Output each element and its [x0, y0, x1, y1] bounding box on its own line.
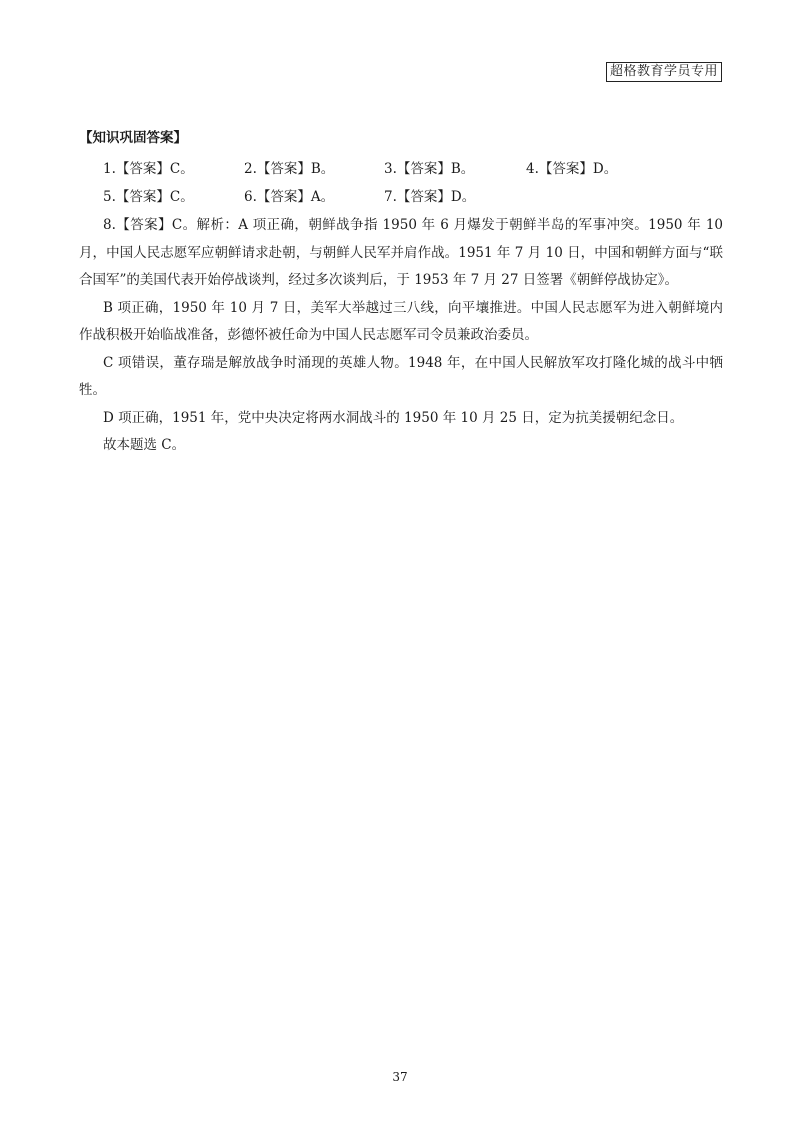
- conclusion-paragraph: 故本题选 C。: [103, 437, 186, 453]
- answer-section: [79, 126, 723, 460]
- answer-item: 1.【答案】C。: [103, 161, 194, 177]
- explanation-paragraph: B 项正确，1950 年 10 月 7 日，美军大举越过三八线，向平壤推进。中国人民志愿军为进入朝鲜境内作战积极开始临战准备，彭德怀被任命为中国人民志愿军司令员兼政治委员。: [79, 299, 723, 343]
- explanation-paragraph: C 项错误，董存瑞是解放战争时涌现的英雄人物。1948 年，在中国人民解放军攻打隆化城的战斗中牺牲。: [79, 354, 723, 398]
- answer-item: 3.【答案】B。: [384, 161, 475, 177]
- answer-item: 7.【答案】D。: [384, 189, 476, 205]
- answer-item: 4.【答案】D。: [526, 161, 618, 177]
- section-title: 【知识巩固答案】: [79, 130, 187, 146]
- explanation-paragraph: D 项正确，1951 年，党中央决定将两水洞战斗的 1950 年 10 月 25 日，定为抗美援朝纪念日。: [103, 409, 684, 426]
- answer-item: 2.【答案】B。: [244, 161, 335, 177]
- answer-row-1: [79, 155, 723, 183]
- page-number: 37: [392, 1070, 408, 1084]
- answer-row-2: [79, 183, 723, 211]
- header-badge: 超格教育学员专用: [606, 62, 722, 82]
- explanation-paragraph: 8.【答案】C。解析：A 项正确，朝鲜战争指 1950 年 6 月爆发于朝鲜半岛的军事冲突。1950 年 10 月，中国人民志愿军应朝鲜请求赴朝，与朝鲜人民军并肩作战。1951 年 7 月 10 日，中国和朝鲜方面与“联合国军”的美国代表开始停战谈判，经过多次谈判后，于 1953 年 7 月 27 日签署《朝鲜停战协定》。: [79, 217, 723, 288]
- answer-item: 5.【答案】C。: [103, 189, 194, 205]
- answer-item: 6.【答案】A。: [244, 189, 335, 205]
